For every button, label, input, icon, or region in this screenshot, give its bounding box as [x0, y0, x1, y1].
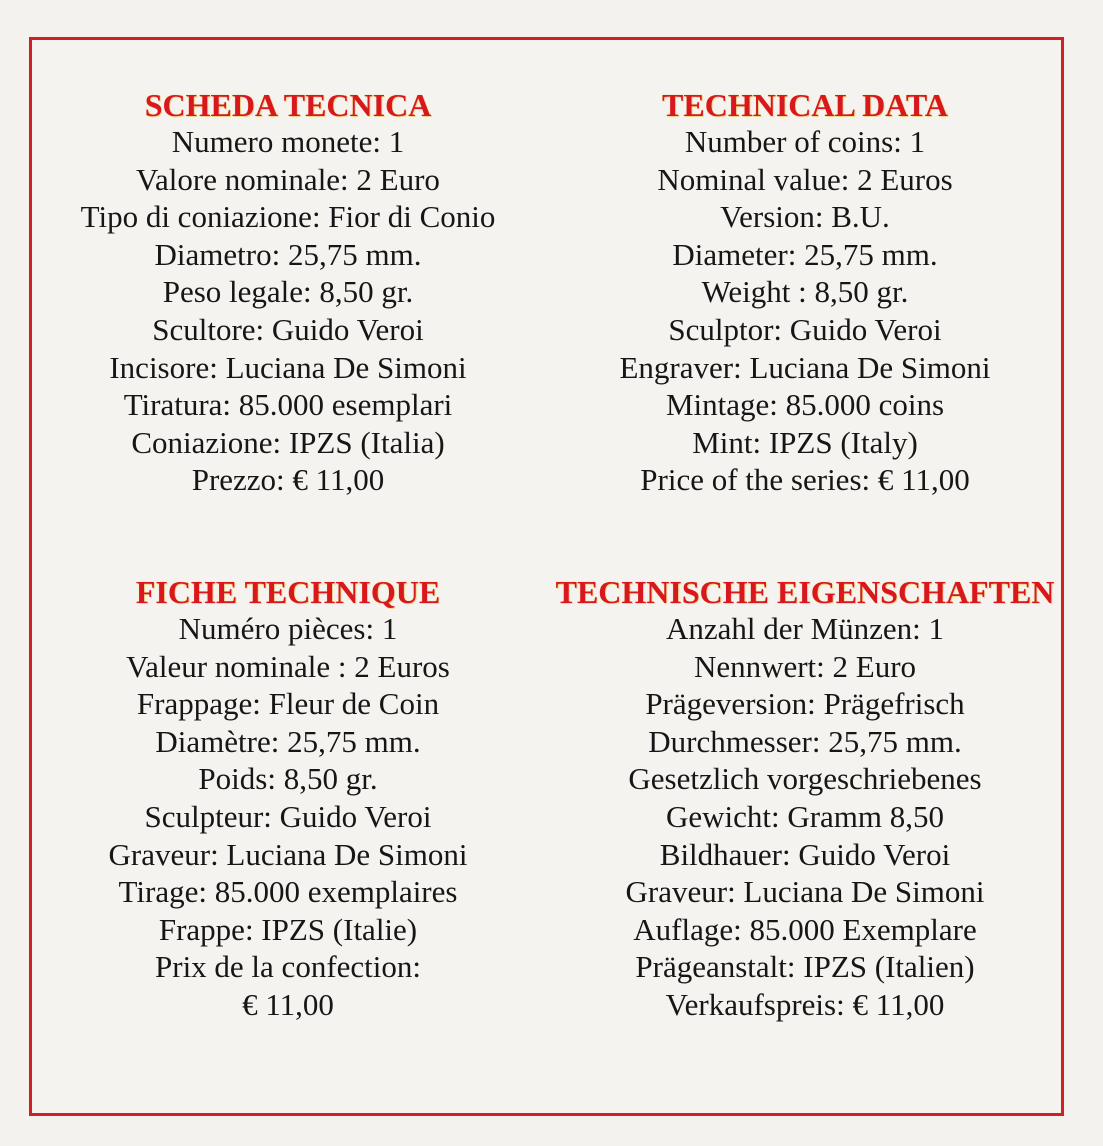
spec-line: Nennwert: 2 Euro [693, 648, 917, 684]
spec-line: Incisore: Luciana De Simoni [109, 349, 467, 385]
spec-line: Prägeversion: Prägefrisch [645, 686, 965, 722]
spec-line: Graveur: Luciana De Simoni [108, 836, 468, 872]
spec-line: Tiratura: 85.000 esemplari [123, 387, 453, 423]
spec-line: Engraver: Luciana De Simoni [619, 349, 991, 385]
spec-line: Price of the series: € 11,00 [640, 462, 970, 498]
spec-line: Diameter: 25,75 mm. [672, 236, 938, 272]
spec-list-german [535, 609, 1075, 1024]
spec-line: Mint: IPZS (Italy) [692, 424, 918, 460]
spec-line: Diamètre: 25,75 mm. [155, 723, 421, 759]
spec-line: Version: B.U. [720, 199, 890, 235]
spec-line: Scultore: Guido Veroi [152, 311, 424, 347]
spec-line: Prix de la confection: [155, 949, 421, 985]
spec-line: Frappage: Fleur de Coin [136, 686, 440, 722]
spec-line: Peso legale: 8,50 gr. [162, 274, 414, 310]
section-title-french: FICHE TECHNIQUE [135, 574, 441, 610]
spec-line: Prezzo: € 11,00 [191, 462, 385, 498]
spec-line: Durchmesser: 25,75 mm. [648, 723, 962, 759]
spec-line: Anzahl der Münzen: 1 [665, 611, 945, 646]
spec-line: Sculpteur: Guido Veroi [144, 798, 432, 834]
spec-line: Auflage: 85.000 Exemplare [633, 911, 977, 947]
spec-line: Sculptor: Guido Veroi [668, 311, 942, 347]
spec-line: Verkaufspreis: € 11,00 [665, 986, 945, 1022]
spec-line: Gewicht: Gramm 8,50 [665, 798, 945, 834]
spec-line: Diametro: 25,75 mm. [154, 236, 422, 272]
spec-line: Numéro pièces: 1 [178, 611, 398, 646]
section-french [18, 575, 558, 1024]
spec-line: Graveur: Luciana De Simoni [625, 874, 985, 910]
spec-line: Weight : 8,50 gr. [701, 274, 909, 310]
spec-line: Mintage: 85.000 coins [665, 387, 945, 423]
section-title-english: TECHNICAL DATA [662, 87, 948, 123]
spec-line: Coniazione: IPZS (Italia) [131, 424, 445, 460]
spec-list-french [18, 609, 558, 1024]
spec-line: Prägeanstalt: IPZS (Italien) [635, 949, 975, 985]
spec-line: Bildhauer: Guido Veroi [659, 836, 951, 872]
spec-line: € 11,00 [242, 986, 334, 1022]
spec-list-italian [18, 122, 558, 499]
section-english [535, 88, 1075, 499]
spec-line: Number of coins: 1 [684, 124, 926, 159]
section-title-german: TECHNISCHE EIGENSCHAFTEN [555, 574, 1055, 610]
spec-line: Tipo di coniazione: Fior di Conio [80, 199, 496, 235]
spec-line: Valore nominale: 2 Euro [136, 161, 440, 197]
spec-line: Poids: 8,50 gr. [198, 761, 378, 797]
spec-list-english [535, 122, 1075, 499]
section-title-italian: SCHEDA TECNICA [144, 87, 432, 123]
section-german [535, 575, 1075, 1024]
spec-line: Tirage: 85.000 exemplaires [118, 874, 458, 910]
spec-line: Numero monete: 1 [171, 124, 405, 159]
spec-line: Gesetzlich vorgeschriebenes [628, 761, 982, 797]
spec-line: Nominal value: 2 Euros [657, 161, 953, 197]
section-italian [18, 88, 558, 499]
spec-line: Valeur nominale : 2 Euros [126, 648, 450, 684]
spec-line: Frappe: IPZS (Italie) [158, 911, 418, 947]
